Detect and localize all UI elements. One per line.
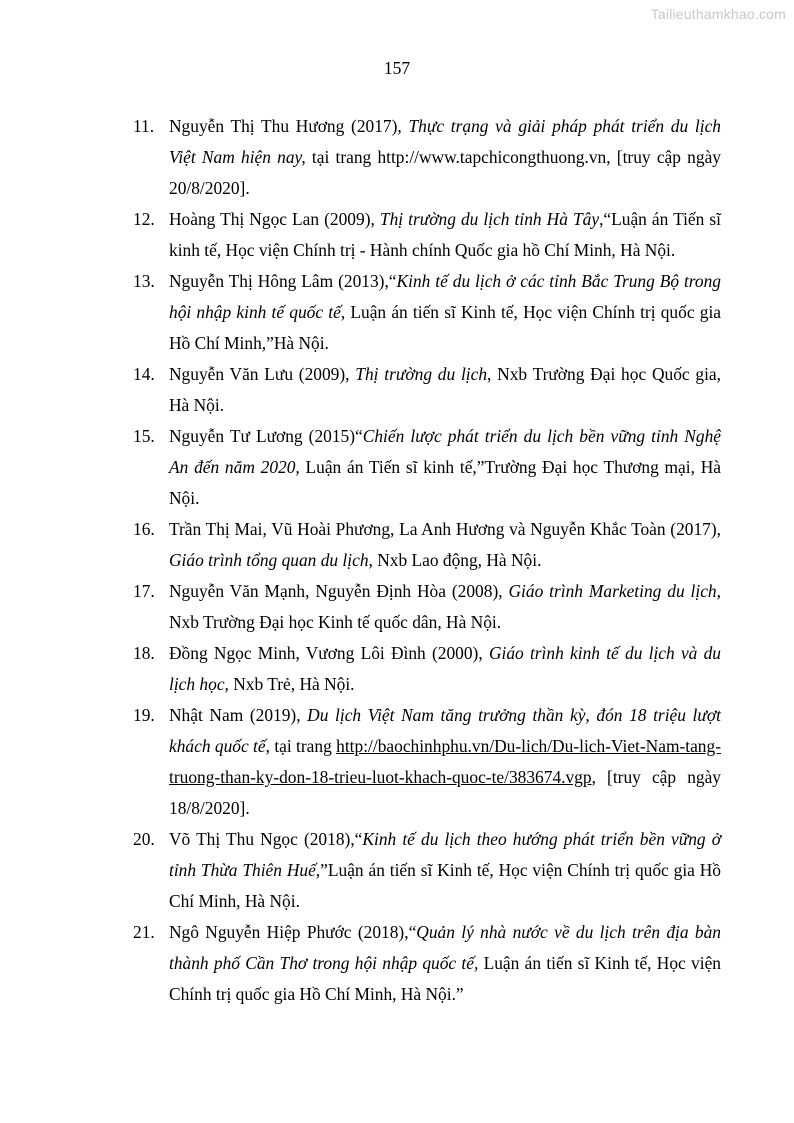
reference-text: [169, 829, 721, 911]
reference-text: [169, 581, 721, 632]
reference-segment: Đồng Ngọc Minh, Vương Lôi Đình (2000),: [169, 643, 489, 663]
reference-segment: Luận án tiến sĩ Kinh tế, Học viện Chính trị quốc gia Hồ Chí Minh,”Hà Nội.: [169, 302, 721, 353]
reference-title: Giáo trình Marketing du lịch,: [508, 581, 721, 601]
page-number: 157: [383, 58, 411, 78]
reference-title: Quản lý nhà nước về du lịch trên địa bàn thành phố Cần Thơ trong hội nhập quốc tế,: [169, 922, 721, 973]
reference-item: [133, 638, 721, 700]
reference-number: 21.: [133, 922, 155, 942]
reference-segment: tại trang http://www.tapchicongthuong.vn, [truy cập ngày 20/8/2020].: [169, 147, 721, 198]
reference-segment: Hoàng Thị Ngọc Lan (2009),: [169, 209, 380, 229]
reference-number: 12.: [133, 209, 155, 229]
reference-segment: Luận án Tiến sĩ kinh tế,”Trường Đại học Thương mại, Hà Nội.: [169, 457, 721, 508]
reference-segment: Nhật Nam (2019),: [169, 705, 308, 725]
reference-segment: Nxb Lao động, Hà Nội.: [372, 550, 542, 570]
reference-title: Thị trường du lịch: [355, 364, 488, 384]
reference-title: Giáo trình kinh tế du lịch và du lịch học,: [169, 643, 721, 694]
reference-text: [169, 116, 721, 198]
reference-item: [133, 266, 721, 359]
reference-number: 14.: [133, 364, 155, 384]
reference-segment: Nxb Trường Đại học Kinh tế quốc dân, Hà Nội.: [169, 612, 502, 632]
reference-text: [169, 271, 721, 353]
reference-title: Kinh tế du lịch theo hướng phát triển bền vững ở tỉnh Thừa Thiên Huế,: [169, 829, 722, 880]
reference-title: Chiến lược phát triển du lịch bền vững tỉnh Nghệ An đến năm 2020,: [169, 426, 721, 477]
reference-item: [133, 824, 721, 917]
reference-link[interactable]: http://baochinhphu.vn/Du-lich/Du-lich-Viet-Nam-tang-truong-than-ky-don-18-trieu-luot-khach-quoc-te/383674.vgp: [169, 736, 721, 787]
reference-title: Du lịch Việt Nam tăng trưởng thần kỳ, đón 18 triệu lượt khách quốc tế: [169, 705, 721, 756]
reference-segment: Nguyễn Thị Hông Lâm (2013),“: [169, 271, 397, 291]
reference-item: [133, 421, 721, 514]
reference-number: 13.: [133, 271, 155, 291]
reference-segment: Nguyễn Văn Lưu (2009),: [169, 364, 356, 384]
reference-text: [169, 364, 721, 415]
reference-item: [133, 514, 721, 576]
reference-item: [133, 359, 721, 421]
reference-item: [133, 576, 721, 638]
reference-number: 16.: [133, 519, 155, 539]
reference-number: 17.: [133, 581, 155, 601]
reference-segment: ,“Luận án Tiến sĩ kinh tế, Học viện Chính trị - Hành chính Quốc gia hồ Chí Minh, Hà Nội.: [169, 209, 721, 260]
reference-segment: Võ Thị Thu Ngọc (2018),“: [169, 829, 363, 849]
reference-segment: , tại trang: [265, 736, 337, 756]
reference-text: [169, 426, 721, 508]
reference-number: 18.: [133, 643, 155, 663]
reference-segment: , Nxb Trường Đại học Quốc gia, Hà Nội.: [169, 364, 721, 415]
reference-item: [133, 204, 721, 266]
reference-item: [133, 111, 721, 204]
watermark: Tailieuthamkhao.com: [650, 6, 786, 22]
reference-segment: Trần Thị Mai, Vũ Hoài Phương, La Anh Hương và Nguyễn Khắc Toàn (2017),: [169, 519, 721, 539]
reference-segment: Nguyễn Văn Mạnh, Nguyễn Định Hòa (2008),: [169, 581, 509, 601]
reference-title: Giáo trình tổng quan du lịch,: [169, 550, 373, 570]
reference-text: [169, 519, 721, 570]
reference-segment: Luận án tiến sĩ Kinh tế, Học viện Chính trị quốc gia Hồ Chí Minh, Hà Nội.”: [169, 953, 721, 1004]
reference-number: 20.: [133, 829, 155, 849]
reference-text: [169, 922, 721, 1004]
reference-list: [133, 111, 721, 1010]
reference-segment: , [truy cập ngày 18/8/2020].: [169, 767, 721, 818]
reference-title: Thực trạng và giải pháp phát triển du lịch Việt Nam hiện nay,: [169, 116, 721, 167]
reference-segment: Nguyễn Thị Thu Hương (2017),: [169, 116, 409, 136]
reference-text: [169, 209, 721, 260]
reference-title: Thị trường du lịch tỉnh Hà Tây: [379, 209, 600, 229]
reference-item: [133, 917, 721, 1010]
reference-title: Kinh tế du lịch ở các tỉnh Bắc Trung Bộ trong hội nhập kinh tế quốc tế,: [169, 271, 722, 322]
reference-segment: Nxb Trẻ, Hà Nội.: [228, 674, 355, 694]
reference-number: 15.: [133, 426, 155, 446]
reference-segment: Nguyễn Tư Lương (2015)“: [169, 426, 363, 446]
reference-segment: ”Luận án tiến sĩ Kinh tế, Học viện Chính trị quốc gia Hồ Chí Minh, Hà Nội.: [169, 860, 722, 911]
reference-item: [133, 700, 721, 824]
reference-number: 11.: [133, 116, 155, 136]
reference-number: 19.: [133, 705, 155, 725]
reference-text: [169, 643, 721, 694]
reference-text: [169, 705, 721, 818]
reference-segment: Ngô Nguyễn Hiệp Phước (2018),“: [169, 922, 417, 942]
